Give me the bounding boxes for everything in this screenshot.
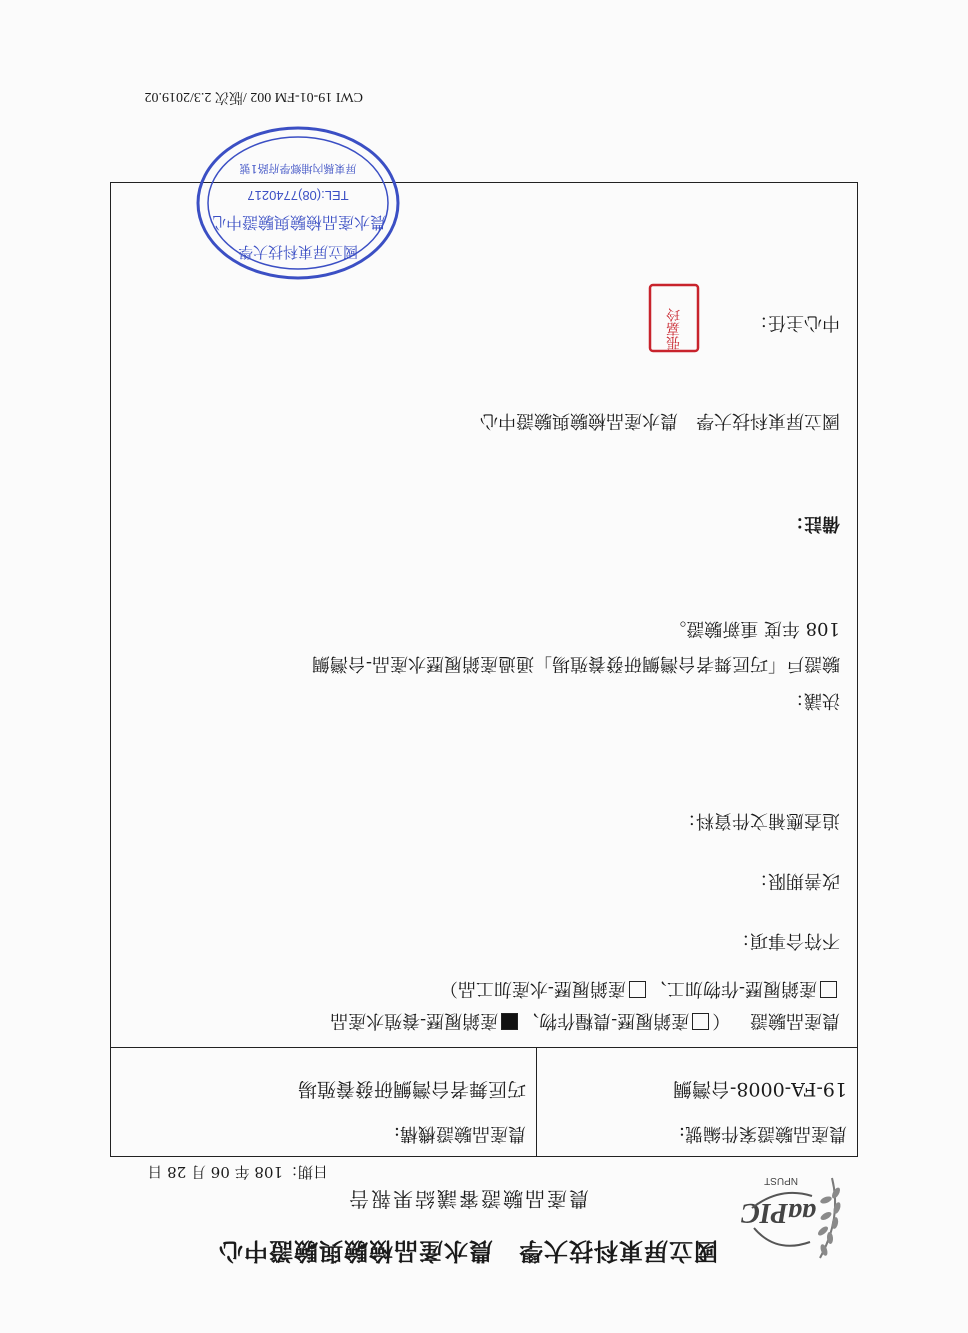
verification-type-line-2: 產銷履歷-作物加工、產銷履歷-水產加工品） <box>440 977 840 1003</box>
nonconformity-heading: 不符合事項： <box>732 930 840 951</box>
red-seal-icon <box>648 283 700 353</box>
organization-label: 農產品驗證機構: <box>393 1123 526 1144</box>
case-number-cell <box>537 1048 858 1157</box>
supplement-heading: 追查應補文件資料： <box>678 810 840 831</box>
blue-seal-top-text: 國立屏東科技大學 <box>237 243 359 261</box>
resolution-heading: 決議： <box>786 690 840 711</box>
option-aquaculture: 產銷履歷-養殖水產品 <box>330 1010 499 1031</box>
logo-text: aaPIC <box>741 1197 816 1228</box>
center-title: 國立屏東科技大學 農水產品檢驗與驗證中心 <box>218 1237 718 1266</box>
case-number-value: 19-FA-0008-台灣鯛 <box>672 1078 847 1100</box>
verification-label: 農產品驗證 <box>750 1010 840 1031</box>
blue-seal-bottom-text: 屏東縣內埔鄉學府路1號 <box>239 162 357 175</box>
form-code: CWI 19-01-FM 002 /版次 2.3/2019.02 <box>144 89 363 104</box>
checkbox-aquatic-processing <box>629 981 646 998</box>
director-label: 中心主任： <box>750 312 840 333</box>
resolution-text-1: 驗證戶「巧匠舞者台灣鯛研發養殖場」通過產銷履歷水產品-台灣鯛 <box>311 653 840 674</box>
resolution-text-2: 108 年度 重新驗證。 <box>668 618 840 639</box>
checkbox-crop <box>692 1013 709 1030</box>
verification-type-line-1: 農產品驗證 （產銷履歷-農糧作物、產銷履歷-養殖水產品 <box>330 1010 840 1031</box>
option-crop: 產銷履歷-農糧作物 <box>539 1010 690 1031</box>
blue-official-seal-icon <box>193 123 403 283</box>
report-title: 農產品驗證審議結果報告 <box>347 1187 589 1211</box>
remarks-heading: 備註： <box>786 513 840 534</box>
red-seal-text: 張嘉玲 <box>666 308 682 350</box>
footer-organization: 國立屏東科技大學 農水產品檢驗與驗證中心 <box>480 410 840 431</box>
blue-seal-mid-text: 農水產品檢驗與驗證中心 <box>209 213 387 232</box>
report-date: 日期：108 年 06 月 28 日 <box>147 1163 328 1181</box>
deadline-heading: 改善期限： <box>750 870 840 891</box>
option-crop-processing: 產銷履歷-作物加工 <box>666 978 817 999</box>
logo-subtext: NPUST <box>764 1175 798 1186</box>
case-info-table <box>110 1047 858 1157</box>
organization-cell <box>111 1048 537 1157</box>
checkbox-aquaculture-checked <box>501 1013 518 1030</box>
option-aquatic-processing: 產銷履歷-水產加工品 <box>457 978 626 999</box>
organization-value: 巧匠舞者台灣鯛研發養殖場 <box>297 1078 526 1100</box>
checkbox-crop-processing <box>820 981 837 998</box>
blue-seal-tel-text: TEL:(08)7740217 <box>247 188 349 203</box>
case-number-label: 農產品驗證案件編號: <box>678 1123 847 1144</box>
